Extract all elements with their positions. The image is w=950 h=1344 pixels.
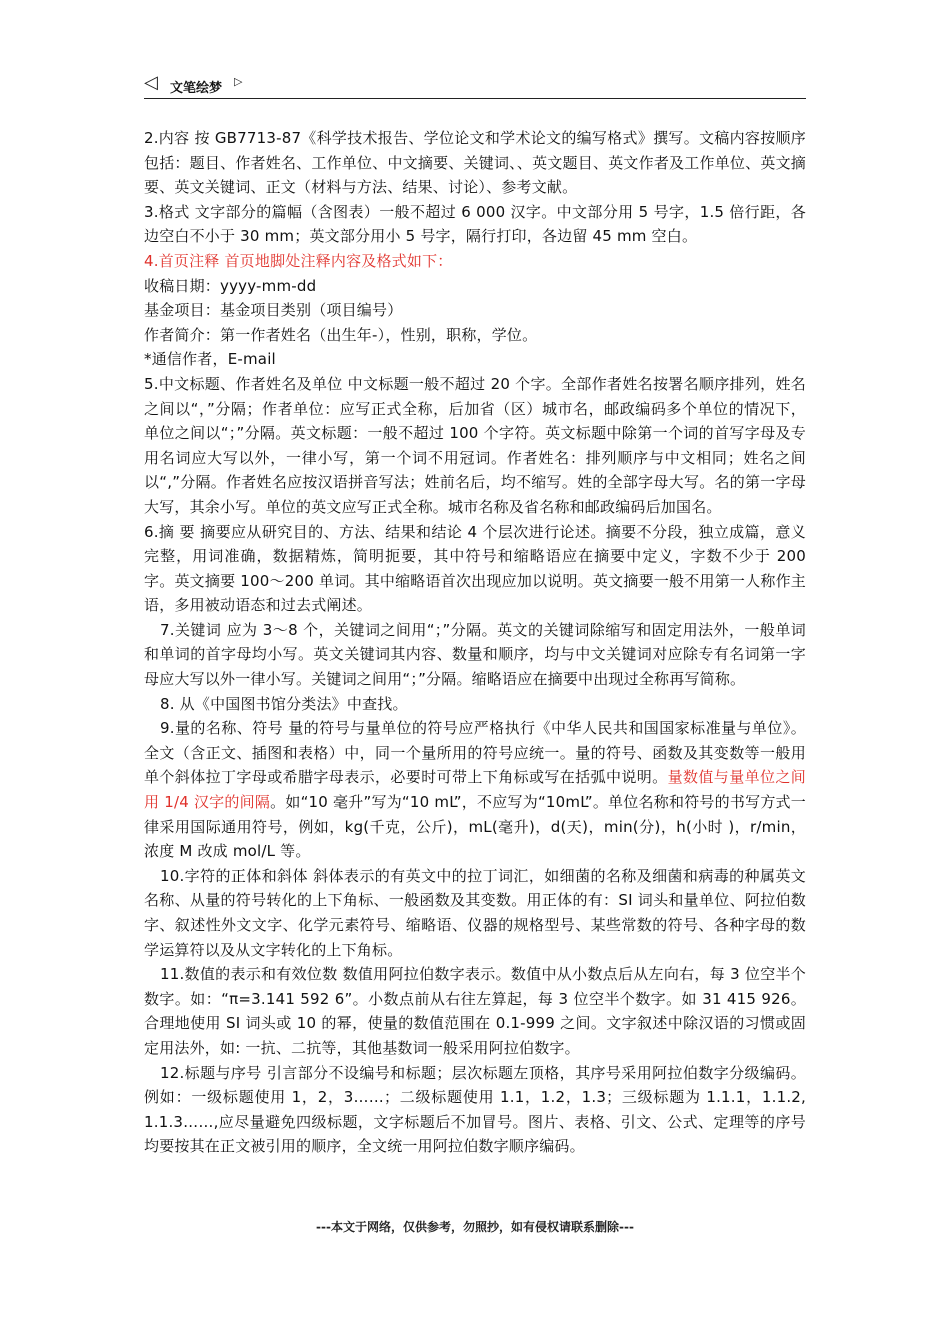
paragraph-numeric-values: 11.数值的表示和有效位数 数值用阿拉伯数字表示。数值中从小数点后从左向右，每 3 位空半个数字。如：“π=3.141 592 6”。小数点前从右往左算起，每 3 位空半个数字。如 31 415 926。合理地使用 SI 词头或 10 的幂，使量的数值范围在 0.1-999 之间。文字叙述中除汉语的习惯或固定用法外，如: 一抗、二抗等，其他基数词一般采用阿拉伯数字。 [144,965,806,1057]
paragraph-quantity-symbols [144,716,806,864]
triangle-left-icon: ◁ [144,72,158,93]
paragraph-format: 3.格式 文字部分的篇幅（含图表）一般不超过 6 000 汉字。中文部分用 5 号字，1.5 倍行距，各边空白不小于 30 mm；英文部分用小 5 号字，隔行打印，各边留 45 mm 空白。 [144,202,806,246]
paragraph-first-page-notes: 4.首页注释 首页地脚处注释内容及格式如下： [144,251,453,270]
paragraph-author-bio: 作者简介：第一作者姓名（出生年-），性别，职称，学位。 [144,325,538,344]
paragraph-corresponding-author: *通信作者，E-mail [144,350,276,369]
quantity-text-b: 。如“10 毫升”写为“10 mL”，不应写为“10mL”。单位名称和符号的书写方式一律采用国际通用符号，例如，kg(千克，公斤)，mL(毫升)，d(天)，min(分)，h(小时 )，r/min，浓度 M 改成 mol/L 等。 [144,793,806,861]
triangle-right-icon: ▷ [234,75,243,88]
paragraph-fund-project: 基金项目：基金项目类别（项目编号） [144,301,403,320]
page-header [144,72,806,99]
paragraph-title-author-unit: 5.中文标题、作者姓名及单位 中文标题一般不超过 20 个字。全部作者姓名按署名顺序排列，姓名之间以“，”分隔；作者单位：应写正式全称，后加省（区）城市名，邮政编码多个单位的情况下，单位之间以“；”分隔。英文标题：一般不超过 100 个字符。英文标题中除第一个词的首写字母及专用名词应大写以外，一律小写，第一个词不用冠词。作者姓名：排列顺序与中文相同；姓名之间以“,”分隔。作者姓名应按汉语拼音写法；姓前名后，均不缩写。姓的全部字母大写。名的第一字母大写，其余小写。单位的英文应写正式全称。城市名称及省名称和邮政编码后加国名。 [144,374,806,516]
paragraph-abstract: 6.摘 要 摘要应从研究目的、方法、结果和结论 4 个层次进行论述。摘要不分段，独立成篇，意义完整，用词准确，数据精炼，简明扼要，其中符号和缩略语应在摘要中定义，字数不少于 200 字。英文摘要 100～200 单词。其中缩略语首次出现应加以说明。英文摘要一般不用第一人称作主语，多用被动语态和过去式阐述。 [144,522,806,615]
paragraph-content: 2.内容 按 GB7713-87《科学技术报告、学位论文和学术论文的编写格式》撰写。文稿内容按顺序包括：题目、作者姓名、工作单位、中文摘要、关键词、、英文题目、英文作者及工作单位、英文摘要、英文关键词、正文（材料与方法、结果、讨论）、参考文献。 [144,129,806,197]
document-body [144,126,806,1159]
brand-name: 文笔绘梦 [170,81,223,96]
paragraph-classification: 8. 从《中国图书馆分类法》中查找。 [160,694,408,713]
page-footer-disclaimer: ---本文于网络，仅供参考，勿照抄，如有侵权请联系删除--- [316,1220,634,1234]
quantity-text-a: 9.量的名称、符号 量的符号与量单位的符号应严格执行《中华人民共和国国家标准量与单位》。全文（含正文、插图和表格）中，同一个量所用的符号应统一。量的符号、函数及其变数等一般用单个斜体拉丁字母或希腊字母表示，必要时可带上下角标或写在括弧中说明。 [144,719,806,787]
paragraph-headings-numbering: 12.标题与序号 引言部分不设编号和标题；层次标题左顶格，其序号采用阿拉伯数字分级编码。例如：一级标题使用 1，2，3……；二级标题使用 1.1，1.2，1.3；三级标题为 1.1.1，1.1.2, 1.1.3……,应尽量避免四级标题，文字标题后不加冒号。图片、表格、引文、公式、定理等的序号均要按其在正文被引用的顺序，全文统一用阿拉伯数字顺序编码。 [144,1063,806,1156]
paragraph-received-date: 收稿日期：yyyy-mm-dd [144,276,317,295]
paragraph-keywords: 7.关键词 应为 3～8 个，关键词之间用“；”分隔。英文的关键词除缩写和固定用法外，一般单词和单词的首字母均小写。英文关键词其内容、数量和顺序，均与中文关键词对应除专有名词第一字母应大写以外一律小写。关键词之间用“；”分隔。缩略语应在摘要中出现过全称再写简称。 [144,620,806,689]
quantity-highlight: 量数值与量单位之间用 1/4 汉字的间隔 [144,768,806,812]
paragraph-upright-italic: 10.字符的正体和斜体 斜体表示的有英文中的拉丁词汇，如细菌的名称及细菌和病毒的种属英文名称、从量的符号转化的上下角标、一般函数及其变数。用正体的有：SI 词头和量单位、阿拉伯数字、叙述性外文文字、化学元素符号、缩略语、仪器的规格型号、某些常数的符号、各种字母的数学运算符以及从文字转化的上下角标。 [144,866,806,959]
